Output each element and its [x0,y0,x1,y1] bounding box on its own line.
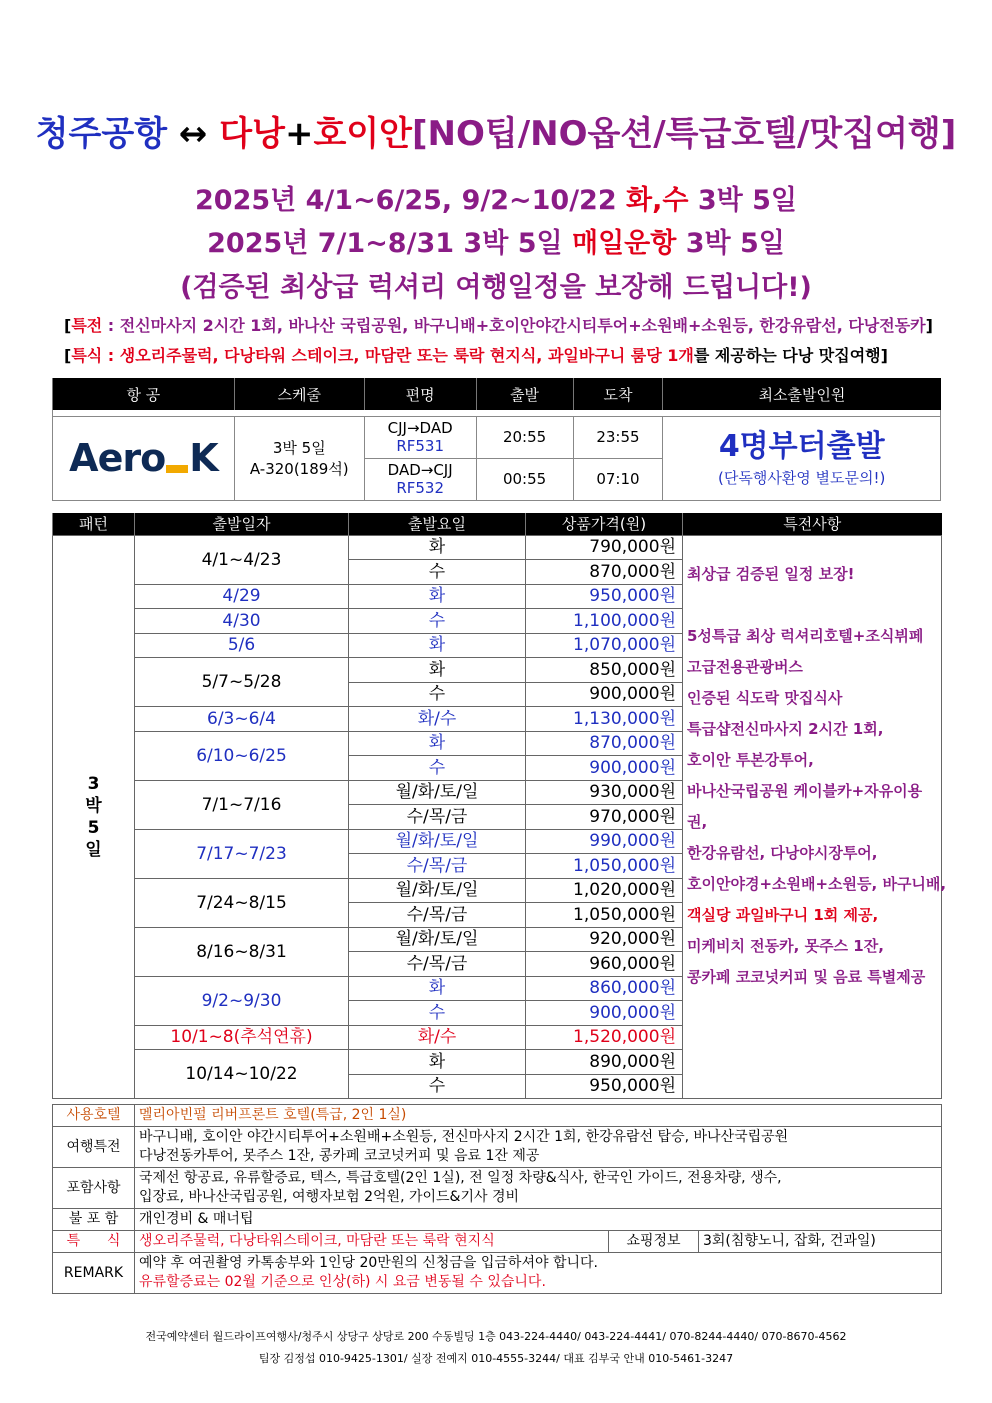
date-cell: 8/16~8/31 [135,927,349,976]
info-table [52,1104,942,1294]
flight-header: 출발 [476,378,573,410]
flight-header-row [53,378,941,410]
s1-text: : 전신마사지 2시간 1회, 바나산 국립공원, 바구니배+호이안야간시티투어+소원배+소원등, 한강유람선, 다낭전동카 [102,316,926,335]
day-cell: 화 [349,584,526,609]
period1-days: 화,수 [626,185,689,216]
include-line: 입장료, 바나산국립공원, 여행자보험 2억원, 가이드&기사 경비 [139,1189,520,1205]
period1-c: 3박 5일 [688,185,797,216]
date-cell: 5/7~5/28 [135,658,349,707]
day-cell: 화 [349,633,526,658]
s1-label: 특전 [71,316,103,335]
benefit-note: 바나산국립공원 케이블카+자유이용 [687,781,923,800]
price-table [52,513,947,1099]
price-header: 출발일자 [135,513,349,535]
title-arrow: ↔ [178,114,208,154]
benefit-note: 호이안야경+소원배+소원등, 바구니배, [687,874,947,893]
in-route: DAD→CJJ [387,461,453,479]
day-cell: 수/목/금 [349,854,526,879]
pattern-char: 박 [85,795,102,816]
price-cell: 960,000원 [526,952,683,977]
footer-contact-2: 팀장 김정섭 010-9425-1301/ 실장 전예지 010-4555-3244/ 대표 김부국 안내 010-5461-3247 [258,1352,734,1365]
date-cell: 4/30 [135,609,349,634]
benefits-cell [683,535,947,1099]
flight-table [52,378,941,501]
logo-bar [166,465,188,473]
price-cell: 1,130,000원 [526,707,683,732]
in-flight-no: RF532 [396,479,444,497]
schedule-text: 3박 5일 [272,439,326,457]
pattern-cell [53,535,135,1099]
period2-a: 2025년 7/1~8/31 3박 5일 [207,228,572,259]
day-cell: 화/수 [349,707,526,732]
benefit-note: 권, [687,812,708,831]
remark-line: 예약 후 여권촬영 카톡송부와 1인당 20만원의 신청금을 입금하셔야 합니다. [139,1255,598,1271]
pattern-char: 5 [87,817,100,838]
price-cell: 850,000원 [526,658,683,683]
price-header: 특전사항 [683,513,942,535]
flight-header: 스케줄 [234,378,364,410]
hotel-label: 사용호텔 [53,1105,135,1127]
include-row [53,1168,942,1209]
price-cell: 990,000원 [526,829,683,854]
benefit-note: 최상급 검증된 일정 보장! [687,564,855,583]
special-meals-line [64,344,888,368]
benefit-value [135,1127,942,1168]
min-departure-note: (단독행사환영 별도문의!) [718,469,886,487]
period2-days: 매일운항 [571,228,677,259]
price-header: 출발요일 [349,513,526,535]
day-cell: 수/목/금 [349,805,526,830]
price-cell: 1,520,000원 [526,1025,683,1050]
price-cell: 920,000원 [526,927,683,952]
price-cell: 1,070,000원 [526,633,683,658]
date-cell: 4/29 [135,584,349,609]
meal-row [53,1231,942,1253]
benefit-note: 콩카페 코코넛커피 및 음료 특별제공 [687,967,926,986]
remark-value [135,1253,942,1294]
price-cell: 860,000원 [526,976,683,1001]
date-cell: 10/14~10/22 [135,1050,349,1099]
aero-k-logo [69,436,217,480]
in-arr: 07:10 [573,458,663,500]
schedule-cell [234,416,364,500]
flight-header: 최소출발인원 [663,378,941,410]
date-cell: 7/17~7/23 [135,829,349,878]
pattern-char: 일 [85,839,102,860]
price-header: 상품가격(원) [526,513,683,535]
price-cell: 1,100,000원 [526,609,683,634]
benefit-note: 특급샵전신마사지 2시간 1회, [687,719,884,738]
day-cell: 화 [349,731,526,756]
title-dest2: 호이안 [313,114,412,154]
flight-row-out [53,416,941,458]
min-departure: 4명부터출발 [718,429,885,464]
benefit-note: 한강유람선, 다낭야시장투어, [687,843,878,862]
day-cell: 화 [349,1050,526,1075]
benefit-note: 고급전용관광버스 [687,657,803,676]
pattern-char: 3 [87,773,100,794]
s2-text: : 생오리주물럭, 다낭타워 스테이크, 마담란 또는 룩락 현지식, 과일바구니 룸당 1개 [102,346,694,365]
footer-contact-1: 전국예약센터 월드라이프여행사/청주시 상당구 상당로 200 수동빌딩 1층 043-224-4440/ 043-224-4441/ 070-8244-4440/ 070-8670-4562 [145,1330,847,1343]
date-cell: 4/1~4/23 [135,535,349,584]
benefit-row [53,1127,942,1168]
day-cell: 수 [349,756,526,781]
day-cell: 수 [349,560,526,585]
period-line-2 [0,226,992,262]
date-cell: 7/24~8/15 [135,878,349,927]
title-origin: 청주공항 [35,114,168,154]
price-cell: 870,000원 [526,560,683,585]
remark-line: 유류할증료는 02월 기준으로 인상(하) 시 요금 변동될 수 있습니다. [139,1274,546,1290]
title-dest1: 다낭 [219,114,285,154]
benefit-line: 바구니배, 호이안 야간시티투어+소원배+소원등, 전신마사지 2시간 1회, 한강유람선 탑승, 바나산국립공원 [139,1129,789,1145]
price-cell: 900,000원 [526,1001,683,1026]
day-cell: 수 [349,1074,526,1099]
price-cell: 950,000원 [526,1074,683,1099]
day-cell: 수 [349,682,526,707]
shop-label: 쇼핑정보 [609,1231,699,1253]
day-cell: 수/목/금 [349,903,526,928]
s2-label: 특식 [71,346,103,365]
date-cell: 9/2~9/30 [135,976,349,1025]
day-cell: 화 [349,976,526,1001]
out-dep: 20:55 [476,416,573,458]
day-cell: 수 [349,1001,526,1026]
date-cell: 10/1~8(추석연휴) [135,1025,349,1050]
price-cell: 900,000원 [526,682,683,707]
price-cell: 1,050,000원 [526,854,683,879]
day-cell: 화 [349,535,526,560]
s1-open: [ [64,316,72,335]
benefit-note: 5성특급 최상 럭셔리호텔+조식뷔페 [687,626,924,645]
include-line: 국제선 항공료, 유류할증료, 텍스, 특급호텔(2인 1실), 전 일정 차량&식사, 한국인 가이드, 전용차량, 생수, [139,1170,782,1186]
day-cell: 수/목/금 [349,952,526,977]
benefit-note: 호이안 투본강투어, [687,750,814,769]
price-cell: 1,050,000원 [526,903,683,928]
price-cell: 1,020,000원 [526,878,683,903]
out-flight-no: RF531 [396,437,444,455]
flight-header: 도착 [573,378,663,410]
out-route: CJJ→DAD [387,419,453,437]
airline-logo-cell [53,416,235,500]
s1-close: ] [925,316,933,335]
benefit-line: 다낭전동카투어, 못주스 1잔, 콩카페 코코넛커피 및 음료 1잔 제공 [139,1148,540,1164]
logo-text-a: Aero [69,436,166,480]
benefit-label: 여행특전 [53,1127,135,1168]
remark-label: REMARK [53,1253,135,1294]
price-header-row [53,513,942,535]
day-cell: 월/화/토/일 [349,927,526,952]
exclude-row [53,1209,942,1231]
guarantee-line: (검증된 최상급 럭셔리 여행일정을 보장해 드립니다!) [180,272,812,303]
price-cell: 950,000원 [526,584,683,609]
exclude-label: 불 포 함 [53,1209,135,1231]
s2-open: [ [64,346,72,365]
shop-value: 3회(침향노니, 잡화, 건과일) [699,1231,942,1253]
price-cell: 870,000원 [526,731,683,756]
day-cell: 월/화/토/일 [349,878,526,903]
period-line-1 [0,183,992,219]
benefit-note: 미케비치 전동카, 못주스 1잔, [687,936,884,955]
day-cell: 화 [349,658,526,683]
date-cell: 7/1~7/16 [135,780,349,829]
flight-header: 항 공 [53,378,235,410]
date-cell: 5/6 [135,633,349,658]
hotel-row [53,1105,942,1127]
price-row [53,535,942,560]
out-arr: 23:55 [573,416,663,458]
date-cell: 6/3~6/4 [135,707,349,732]
day-cell: 월/화/토/일 [349,829,526,854]
include-label: 포함사항 [53,1168,135,1209]
price-cell: 970,000원 [526,805,683,830]
remark-row [53,1253,942,1294]
price-cell: 930,000원 [526,780,683,805]
benefit-note: 객실당 과일바구니 1회 제공, [687,905,879,924]
price-cell: 900,000원 [526,756,683,781]
day-cell: 화/수 [349,1025,526,1050]
hotel-value: 멜리아빈펄 리버프론트 호텔(특급, 2인 1실) [135,1105,942,1127]
s2-tail: 를 제공하는 다낭 맛집여행] [693,346,888,365]
day-cell: 수 [349,609,526,634]
price-header: 패턴 [53,513,135,535]
min-departure-cell [663,416,941,500]
in-dep: 00:55 [476,458,573,500]
period2-c: 3박 5일 [676,228,785,259]
price-cell: 890,000원 [526,1050,683,1075]
title-plus: + [284,114,314,154]
exclude-value: 개인경비 & 매너팁 [135,1209,942,1231]
out-flight-cell [364,416,476,458]
include-value [135,1168,942,1209]
date-cell: 6/10~6/25 [135,731,349,780]
day-cell: 월/화/토/일 [349,780,526,805]
meal-value: 생오리주물럭, 다낭타워스테이크, 마담란 또는 룩락 현지식 [135,1231,609,1253]
title-tags: [NO팁/NO옵션/특급호텔/맛집여행] [411,114,957,154]
flight-header: 편명 [364,378,476,410]
period1-a: 2025년 4/1~6/25, 9/2~10/22 [195,185,627,216]
special-benefits-line [64,314,933,338]
in-flight-cell [364,458,476,500]
price-cell: 790,000원 [526,535,683,560]
main-title [0,112,992,156]
logo-text-b: K [189,436,218,480]
aircraft-text: A-320(189석) [249,460,349,478]
benefit-note: 인증된 식도락 맛집식사 [687,688,843,707]
meal-label: 특 식 [53,1231,135,1253]
